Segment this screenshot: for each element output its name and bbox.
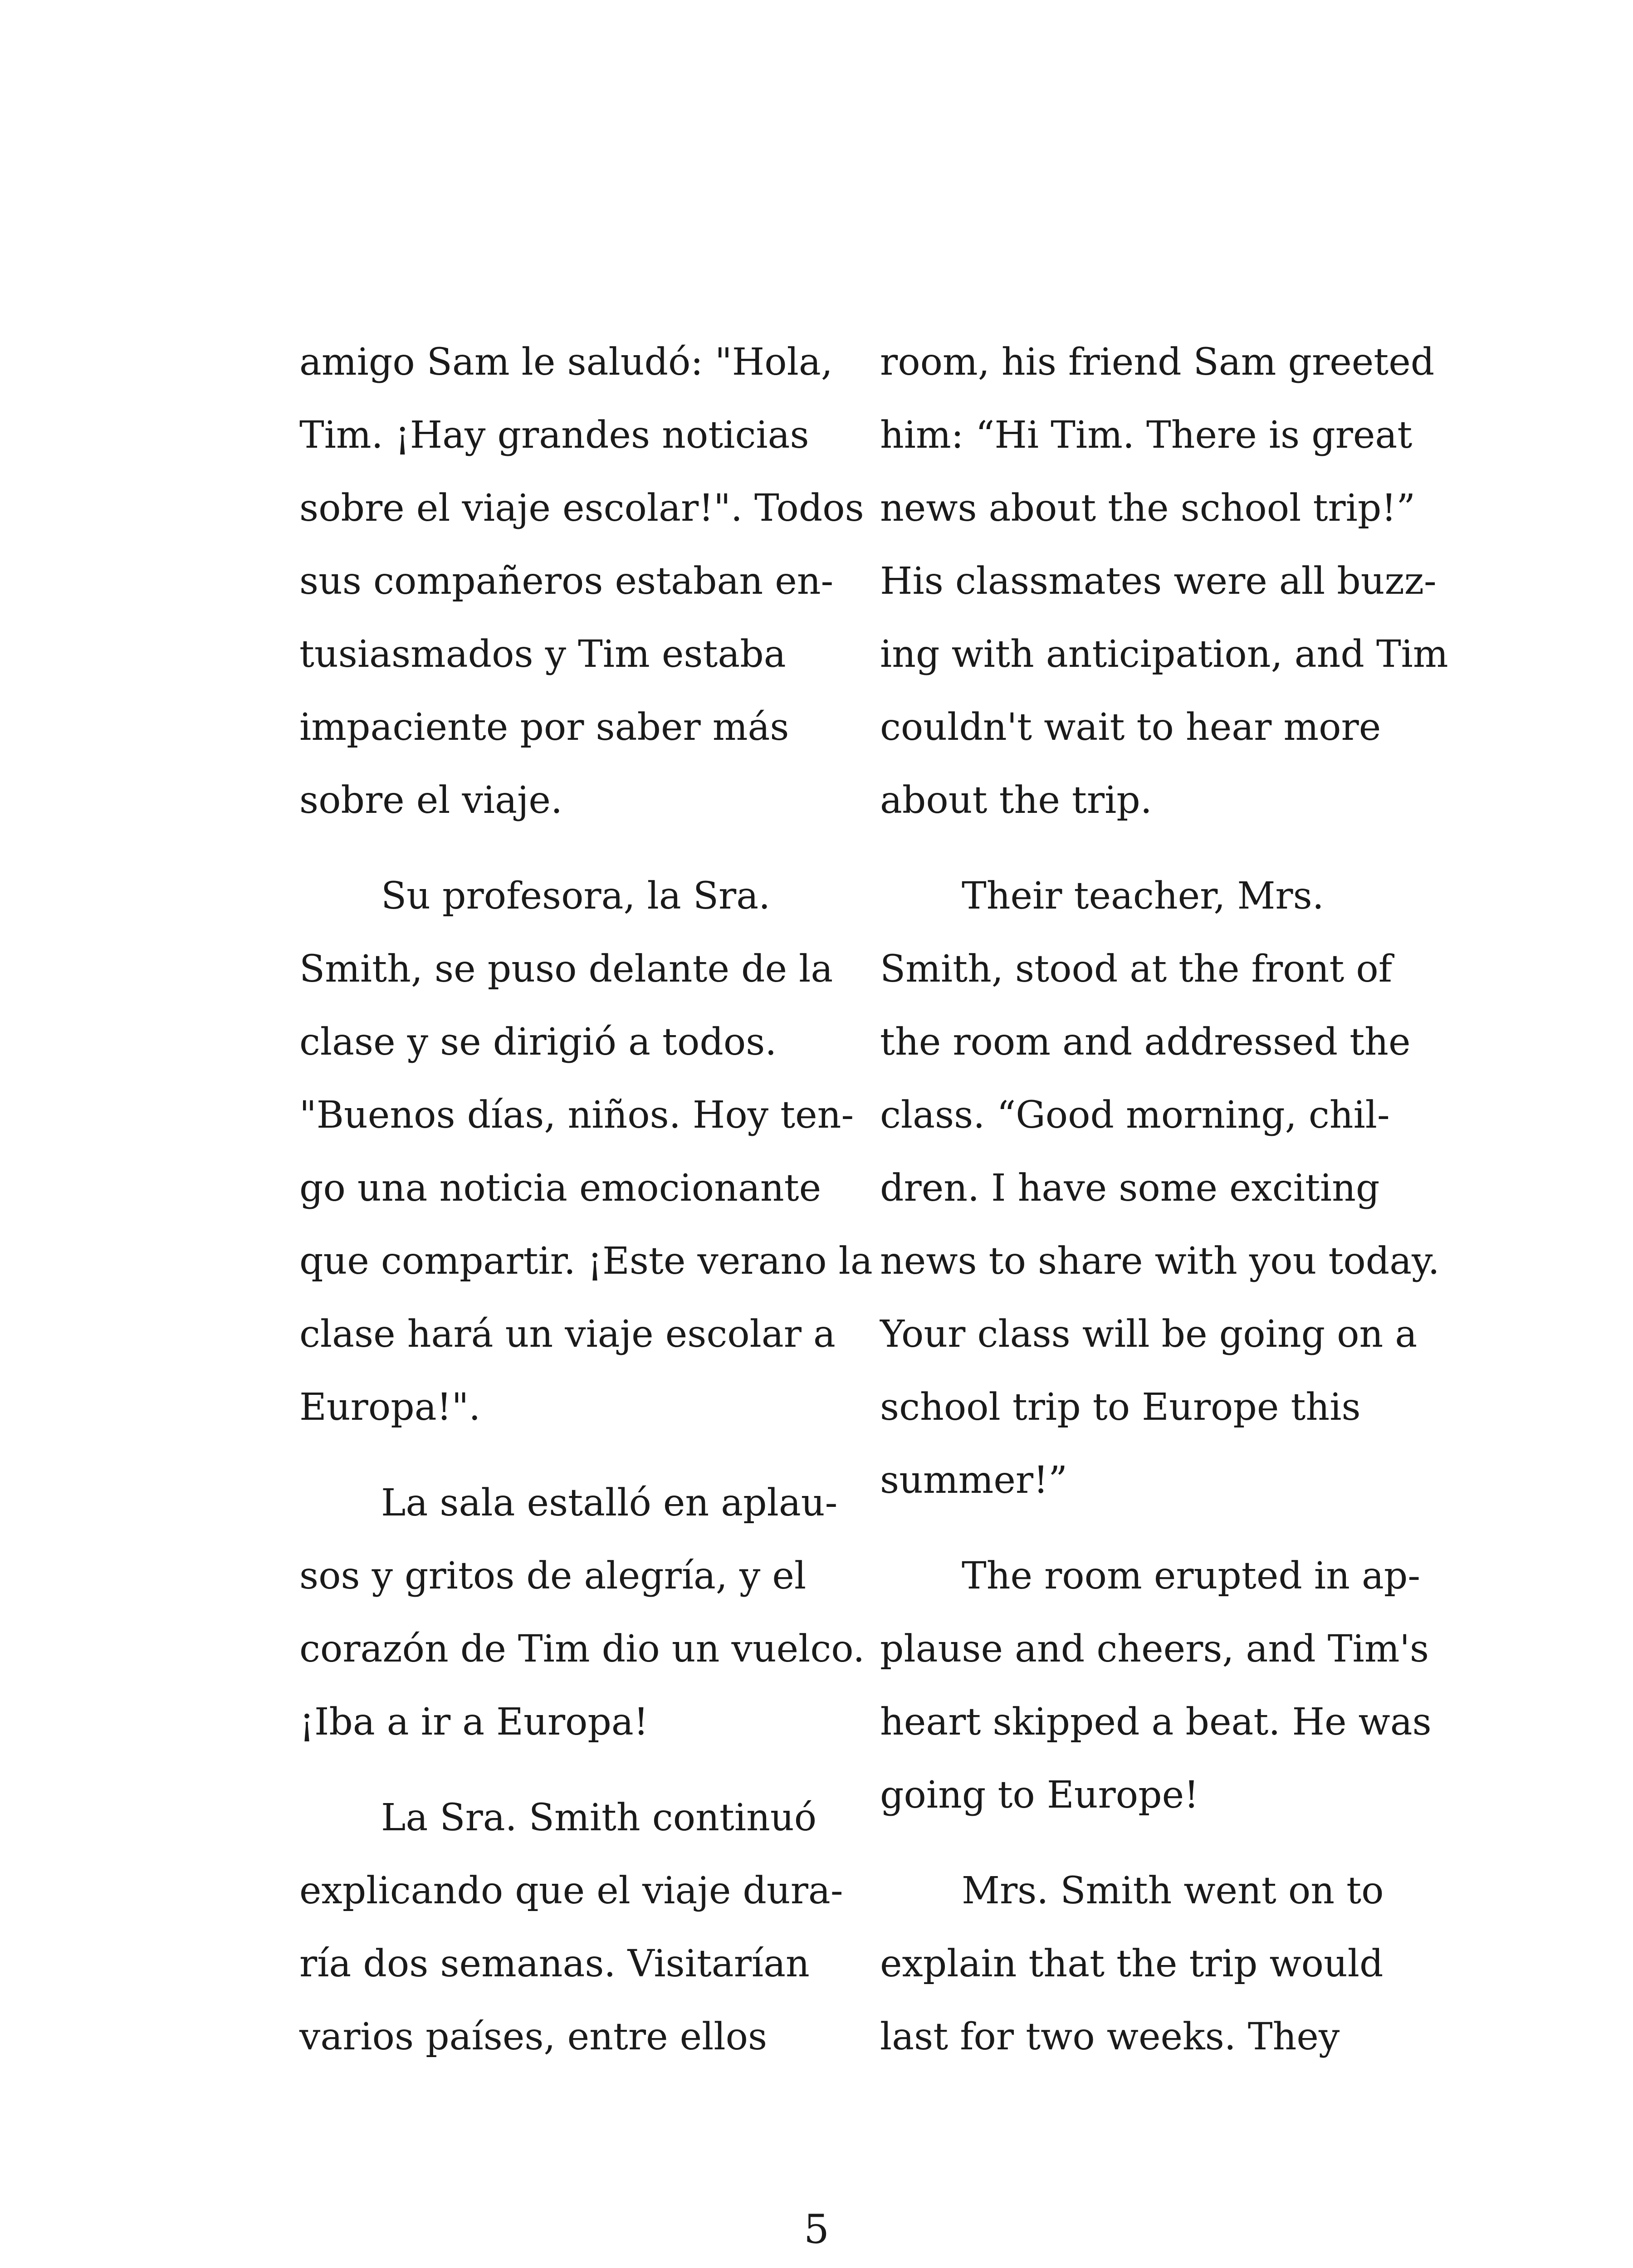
english-paragraph xyxy=(880,326,1448,837)
text-line: Europa!". xyxy=(299,1386,481,1429)
text-line: heart skipped a beat. He was xyxy=(880,1701,1432,1744)
text-line: varios países, entre ellos xyxy=(299,2015,768,2058)
text-line: clase y se dirigió a todos. xyxy=(299,1021,777,1064)
text-line: que compartir. ¡Este verano la xyxy=(299,1240,873,1283)
text-line: go una noticia emocionante xyxy=(299,1167,821,1210)
text-line: His classmates were all buzz- xyxy=(880,560,1437,603)
spanish-paragraph xyxy=(299,326,864,837)
text-line: the room and addressed the xyxy=(880,1021,1411,1064)
text-line: Smith, stood at the front of xyxy=(880,948,1393,991)
text-line: Their teacher, Mrs. xyxy=(962,875,1324,918)
text-line: summer!” xyxy=(880,1459,1068,1502)
text-line: news about the school trip!” xyxy=(880,487,1416,530)
text-line: sos y gritos de alegría, y el xyxy=(299,1554,807,1598)
text-line: ría dos semanas. Visitarían xyxy=(299,1942,810,1985)
text-line: corazón de Tim dio un vuelco. xyxy=(299,1628,865,1671)
text-line: him: “Hi Tim. There is great xyxy=(880,414,1413,457)
text-line: The room erupted in ap- xyxy=(962,1554,1421,1598)
text-line: plause and cheers, and Tim's xyxy=(880,1628,1429,1671)
text-line: news to share with you today. xyxy=(880,1240,1440,1283)
text-line: clase hará un viaje escolar a xyxy=(299,1313,836,1356)
english-paragraph xyxy=(880,860,1440,1517)
paragraph-spacer xyxy=(880,1832,1424,1854)
text-line: Tim. ¡Hay grandes noticias xyxy=(299,414,809,457)
text-line: couldn't wait to hear more xyxy=(880,706,1381,749)
text-line: amigo Sam le saludó: "Hola, xyxy=(299,341,833,384)
text-line: about the trip. xyxy=(880,779,1152,822)
text-line: dren. I have some exciting xyxy=(880,1167,1380,1210)
spanish-text-column xyxy=(299,326,873,2073)
english-paragraph xyxy=(880,1854,1424,2073)
text-line: last for two weeks. They xyxy=(880,2015,1340,2058)
text-line: class. “Good morning, chil- xyxy=(880,1094,1390,1137)
paragraph-spacer xyxy=(880,1517,1424,1540)
text-line: La sala estalló en aplau- xyxy=(381,1481,838,1525)
text-line: Su profesora, la Sra. xyxy=(381,875,771,918)
english-paragraph xyxy=(880,1540,1432,1832)
english-text-column xyxy=(880,326,1448,2073)
text-line: Smith, se puso delante de la xyxy=(299,948,833,991)
text-line: ¡Iba a ir a Europa! xyxy=(299,1701,649,1744)
text-line: ing with anticipation, and Tim xyxy=(880,633,1448,676)
spanish-paragraph xyxy=(299,1781,844,2073)
text-line: explicando que el viaje dura- xyxy=(299,1869,843,1912)
text-line: sus compañeros estaban en- xyxy=(299,560,834,603)
text-line: room, his friend Sam greeted xyxy=(880,341,1435,384)
text-line: tusiasmados y Tim estaba xyxy=(299,633,786,676)
text-line: Mrs. Smith went on to xyxy=(962,1869,1384,1912)
text-line: sobre el viaje escolar!". Todos xyxy=(299,487,864,530)
text-line: impaciente por saber más xyxy=(299,706,789,749)
paragraph-spacer xyxy=(299,837,844,860)
text-line: sobre el viaje. xyxy=(299,779,563,822)
page-number: 5 xyxy=(804,2206,829,2253)
text-line: La Sra. Smith continuó xyxy=(381,1796,817,1839)
text-line: "Buenos días, niños. Hoy ten- xyxy=(299,1094,854,1137)
paragraph-spacer xyxy=(880,837,1424,860)
text-line: explain that the trip would xyxy=(880,1942,1384,1985)
spanish-paragraph xyxy=(299,1466,865,1759)
paragraph-spacer xyxy=(299,1759,844,1781)
text-line: school trip to Europe this xyxy=(880,1386,1361,1429)
spanish-paragraph xyxy=(299,860,873,1444)
paragraph-spacer xyxy=(299,1444,844,1466)
text-line: Your class will be going on a xyxy=(880,1313,1418,1356)
text-line: going to Europe! xyxy=(880,1774,1199,1817)
